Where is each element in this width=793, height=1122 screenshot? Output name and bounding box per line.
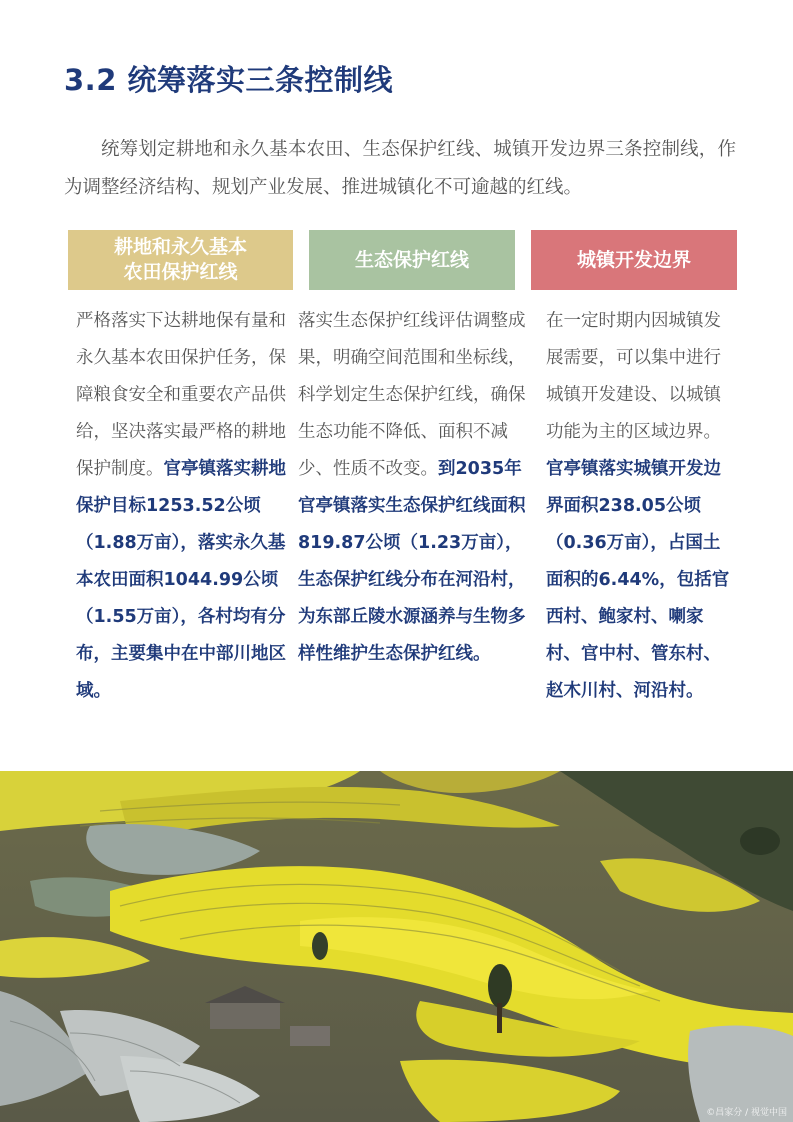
section-title: 3.2 统筹落实三条控制线 xyxy=(64,63,393,97)
column-urban-highlight: 官亭镇落实城镇开发边界面积238.05公顷（0.36万亩），占国土面积的6.44%，包括官西村、鲍家村、喇家村、官中村、管东村、赵木川村、河沿村。 xyxy=(546,459,730,701)
terraced-fields-photo xyxy=(0,771,793,1122)
column-farmland-highlight: 官亭镇落实耕地保护目标1253.52公顷（1.88万亩），落实永久基本农田面积1044.99公顷（1.55万亩），各村均有分布，主要集中在中部川地区域。 xyxy=(76,459,286,701)
heading-farmland-line2: 农田保护红线 xyxy=(123,261,238,283)
photo-credit: ©昌家分 / 视觉中国 xyxy=(706,1108,787,1118)
column-ecology-body: 落实生态保护红线评估调整成果，明确空间范围和坐标线，科学划定生态保护红线，确保生态功能不降低、面积不减少、性质不改变。 xyxy=(298,311,526,479)
column-urban-body: 在一定时期内因城镇发展需要，可以集中进行城镇开发建设、以城镇功能为主的区域边界。 xyxy=(546,311,721,442)
heading-box-farmland xyxy=(68,230,293,290)
heading-box-ecology xyxy=(309,230,515,290)
column-farmland xyxy=(76,303,291,710)
heading-ecology: 生态保护红线 xyxy=(354,248,469,271)
heading-box-urban xyxy=(531,230,737,290)
heading-farmland-line1: 耕地和永久基本 xyxy=(113,236,247,258)
heading-urban: 城镇开发边界 xyxy=(576,248,691,271)
column-urban xyxy=(546,303,732,710)
column-ecology-highlight: 到2035年官亭镇落实生态保护红线面积819.87公顷（1.23万亩），生态保护红线分布在河沿村，为东部丘陵水源涵养与生物多样性维护生态保护红线。 xyxy=(298,459,526,664)
column-farmland-body: 严格落实下达耕地保有量和永久基本农田保护任务，保障粮食安全和重要农产品供给，坚决落实最严格的耕地保护制度。 xyxy=(76,311,286,479)
terraced-fields-illustration xyxy=(0,771,793,1122)
intro-paragraph: 统筹划定耕地和永久基本农田、生态保护红线、城镇开发边界三条控制线，作为调整经济结构、规划产业发展、推进城镇化不可逾越的红线。 xyxy=(64,139,736,198)
column-ecology xyxy=(298,303,530,673)
